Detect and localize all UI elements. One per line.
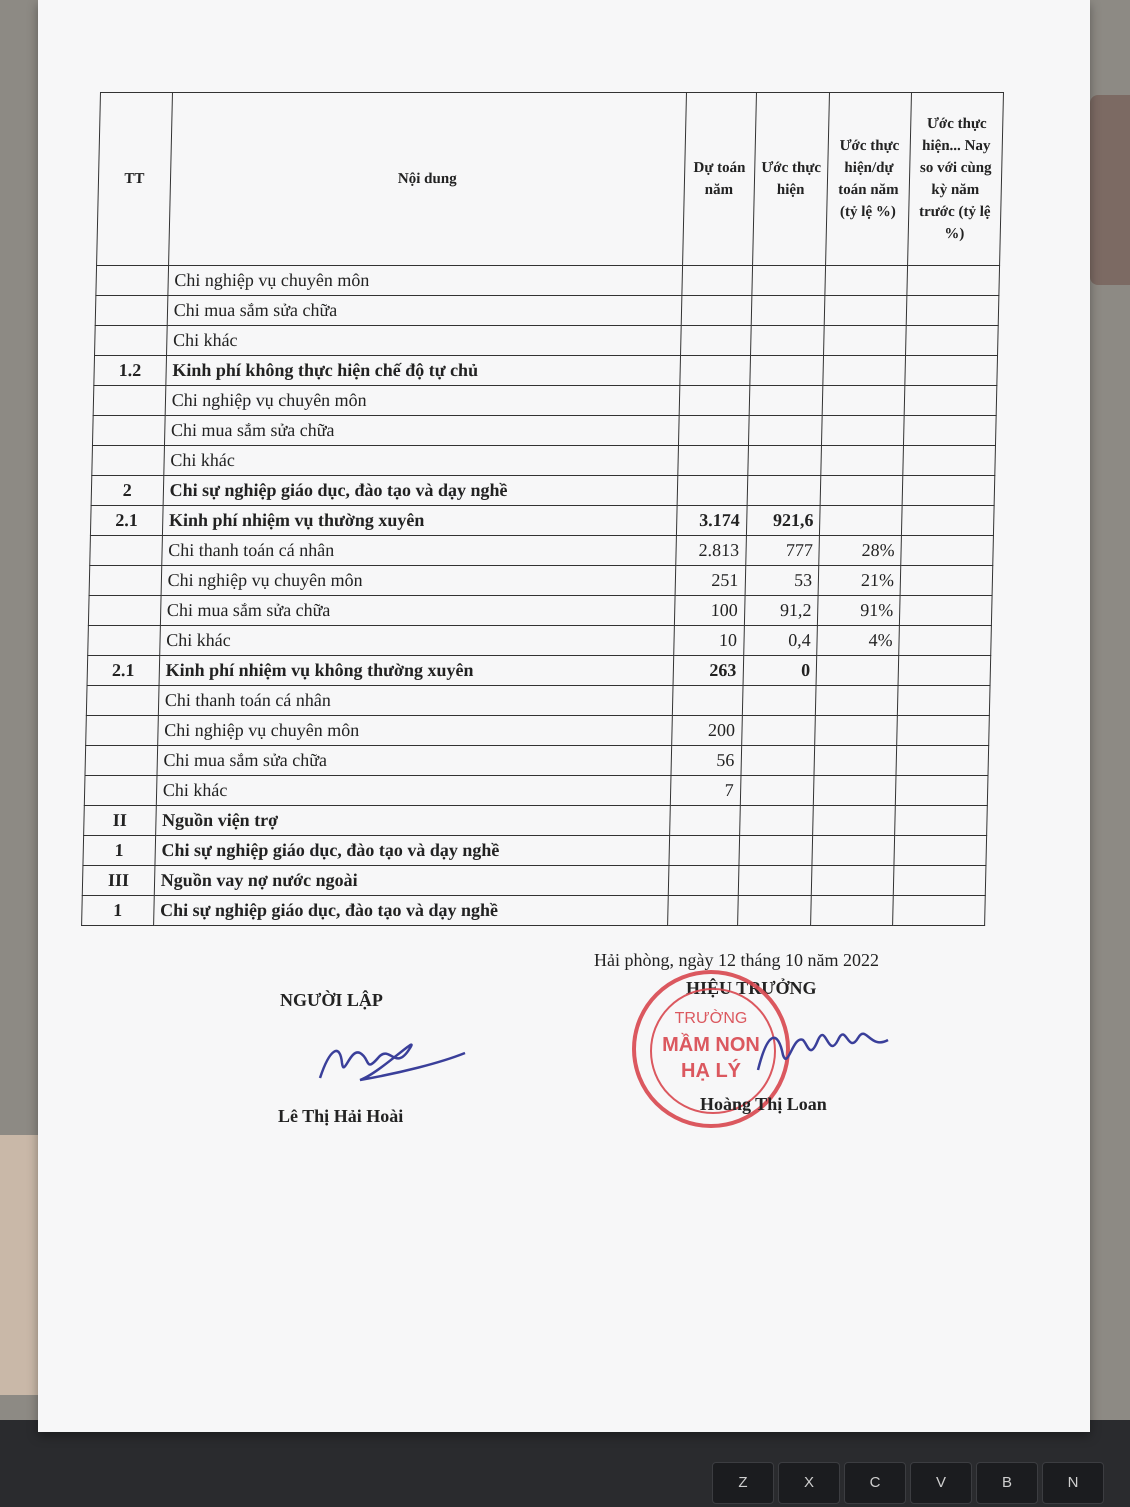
table-row — [85, 746, 989, 776]
keyboard-key: X — [778, 1462, 840, 1504]
cell-ty-le-du-toan — [812, 866, 894, 896]
cell-ty-le-du-toan: 91% — [818, 596, 900, 626]
cell-content: Chi mua sắm sửa chữa — [167, 296, 682, 326]
cell-ty-le-du-toan — [822, 386, 904, 416]
cell-content: Kinh phí nhiệm vụ thường xuyên — [162, 506, 677, 536]
cell-ty-le-cung-ky — [906, 326, 999, 356]
cell-content: Chi khác — [159, 626, 674, 656]
cell-content: Kinh phí nhiệm vụ không thường xuyên — [159, 656, 674, 686]
cell-du-toan: 7 — [670, 776, 740, 806]
cell-du-toan — [679, 386, 749, 416]
cell-uoc-thuc-hien: 921,6 — [746, 506, 820, 536]
table-row — [90, 536, 994, 566]
table-row — [82, 866, 986, 896]
cell-uoc-thuc-hien — [747, 446, 821, 476]
table-row — [82, 896, 986, 926]
table-row — [86, 686, 990, 716]
cell-tt: III — [82, 866, 154, 896]
table-row — [91, 476, 995, 506]
cell-content: Chi thanh toán cá nhân — [161, 536, 676, 566]
cell-uoc-thuc-hien: 53 — [745, 566, 819, 596]
header-tt: TT — [97, 93, 173, 266]
cell-ty-le-cung-ky — [899, 626, 992, 656]
cell-du-toan — [667, 896, 737, 926]
cell-ty-le-cung-ky — [906, 296, 999, 326]
cell-ty-le-cung-ky — [904, 416, 997, 446]
cell-uoc-thuc-hien — [751, 266, 825, 296]
cell-uoc-thuc-hien — [742, 686, 816, 716]
header-du-toan: Dự toán năm — [682, 93, 756, 266]
cell-ty-le-du-toan — [813, 806, 895, 836]
stamp-line-2: MẦM NON — [662, 1034, 760, 1056]
cell-ty-le-du-toan — [815, 716, 897, 746]
cell-du-toan — [669, 836, 739, 866]
header-noi-dung: Nội dung — [168, 93, 686, 266]
cell-du-toan — [680, 326, 750, 356]
cell-ty-le-cung-ky — [894, 836, 987, 866]
table-row — [86, 716, 990, 746]
cell-du-toan: 3.174 — [676, 506, 746, 536]
cell-du-toan: 56 — [671, 746, 741, 776]
cell-du-toan: 251 — [675, 566, 745, 596]
cell-ty-le-cung-ky — [901, 536, 994, 566]
cell-uoc-thuc-hien — [749, 386, 823, 416]
cell-tt — [93, 386, 165, 416]
preparer-signature — [300, 1018, 470, 1098]
cell-ty-le-cung-ky — [898, 656, 991, 686]
cell-ty-le-cung-ky — [897, 716, 990, 746]
cell-tt — [92, 416, 164, 446]
preparer-name: Lê Thị Hải Hoài — [278, 1106, 404, 1126]
cell-content: Nguồn viện trợ — [155, 806, 670, 836]
cell-du-toan — [678, 446, 748, 476]
cell-uoc-thuc-hien: 0,4 — [743, 626, 817, 656]
cell-ty-le-du-toan — [820, 506, 902, 536]
cell-ty-le-du-toan — [823, 356, 905, 386]
cell-content: Chi nghiệp vụ chuyên môn — [157, 716, 672, 746]
cell-tt: 1.2 — [94, 356, 166, 386]
cell-du-toan — [677, 476, 747, 506]
cell-tt: 1 — [83, 836, 155, 866]
principal-signature — [748, 1010, 898, 1090]
stamp-line-3: HẠ LÝ — [681, 1060, 741, 1082]
cell-ty-le-du-toan: 28% — [819, 536, 901, 566]
cell-ty-le-cung-ky — [903, 446, 996, 476]
cell-ty-le-cung-ky — [895, 806, 988, 836]
cell-du-toan — [681, 296, 751, 326]
cell-uoc-thuc-hien — [738, 866, 812, 896]
cell-content: Chi nghiệp vụ chuyên môn — [168, 266, 683, 296]
table-row — [95, 296, 999, 326]
cell-uoc-thuc-hien — [737, 896, 811, 926]
cell-uoc-thuc-hien — [747, 476, 821, 506]
cell-uoc-thuc-hien — [740, 746, 814, 776]
cell-tt: 1 — [82, 896, 154, 926]
header-ty-le-du-toan: Ước thực hiện/dự toán năm (tỷ lệ %) — [826, 93, 912, 266]
cell-ty-le-cung-ky — [897, 686, 990, 716]
cell-content: Chi mua sắm sửa chữa — [157, 746, 672, 776]
cell-content: Chi nghiệp vụ chuyên môn — [161, 566, 676, 596]
table-row — [90, 506, 994, 536]
cell-du-toan: 263 — [673, 656, 743, 686]
cell-uoc-thuc-hien — [738, 836, 812, 866]
table-row — [92, 416, 996, 446]
table-row — [84, 776, 988, 806]
table-header-row — [97, 93, 1004, 266]
cell-du-toan — [682, 266, 752, 296]
cell-tt: 2.1 — [87, 656, 159, 686]
cell-ty-le-du-toan: 4% — [817, 626, 899, 656]
cell-tt: II — [84, 806, 156, 836]
cell-du-toan — [668, 866, 738, 896]
cell-ty-le-du-toan — [816, 686, 898, 716]
cell-ty-le-du-toan — [821, 446, 903, 476]
cell-ty-le-du-toan — [824, 296, 906, 326]
cell-tt — [88, 626, 160, 656]
place-date: Hải phòng, ngày 12 tháng 10 năm 2022 — [594, 950, 879, 970]
cell-tt — [86, 716, 158, 746]
cell-ty-le-cung-ky — [907, 266, 1000, 296]
cell-du-toan — [678, 416, 748, 446]
cell-tt: 2 — [91, 476, 163, 506]
preparer-title: NGƯỜI LẬP — [280, 990, 383, 1010]
cell-uoc-thuc-hien — [741, 716, 815, 746]
cell-content: Kinh phí không thực hiện chế độ tự chủ — [166, 356, 681, 386]
table-row — [95, 326, 999, 356]
table-row — [93, 386, 997, 416]
cell-du-toan — [672, 686, 742, 716]
cell-ty-le-cung-ky — [904, 386, 997, 416]
budget-table — [81, 92, 1004, 926]
banknote-right — [1090, 95, 1130, 285]
cell-ty-le-cung-ky — [901, 506, 994, 536]
cell-content: Chi khác — [166, 326, 681, 356]
cell-content: Chi sự nghiệp giáo dục, đào tạo và dạy nghề — [155, 836, 670, 866]
cell-uoc-thuc-hien — [739, 806, 813, 836]
table-row — [94, 356, 998, 386]
cell-ty-le-cung-ky — [895, 776, 988, 806]
cell-ty-le-du-toan — [811, 896, 893, 926]
table-row — [96, 266, 1000, 296]
cell-uoc-thuc-hien — [749, 356, 823, 386]
cell-uoc-thuc-hien — [750, 326, 824, 356]
stamp-line-1: TRƯỜNG — [674, 1010, 748, 1027]
cell-ty-le-cung-ky — [902, 476, 995, 506]
table-row — [88, 596, 992, 626]
cell-tt — [95, 296, 167, 326]
principal-name: Hoàng Thị Loan — [700, 1094, 827, 1114]
cell-tt — [92, 446, 164, 476]
cell-tt — [89, 566, 161, 596]
cell-content: Nguồn vay nợ nước ngoài — [154, 866, 669, 896]
cell-ty-le-du-toan — [812, 836, 894, 866]
cell-tt — [84, 776, 156, 806]
cell-ty-le-du-toan — [814, 746, 896, 776]
cell-du-toan: 200 — [671, 716, 741, 746]
principal-title: HIỆU TRƯỞNG — [686, 978, 817, 998]
cell-du-toan — [680, 356, 750, 386]
table-row — [87, 656, 991, 686]
cell-uoc-thuc-hien: 777 — [745, 536, 819, 566]
cell-du-toan: 100 — [674, 596, 744, 626]
table-row — [88, 626, 992, 656]
table-row — [89, 566, 993, 596]
header-uoc-thuc-hien: Ước thực hiện — [752, 93, 830, 266]
table-row — [92, 446, 996, 476]
cell-ty-le-cung-ky — [893, 896, 986, 926]
cell-content: Chi mua sắm sửa chữa — [160, 596, 675, 626]
cell-content: Chi thanh toán cá nhân — [158, 686, 673, 716]
keyboard-key: Z — [712, 1462, 774, 1504]
cell-tt: 2.1 — [90, 506, 162, 536]
cell-du-toan — [669, 806, 739, 836]
table-row — [84, 806, 988, 836]
cell-ty-le-cung-ky — [896, 746, 989, 776]
cell-tt — [85, 746, 157, 776]
cell-uoc-thuc-hien: 0 — [743, 656, 817, 686]
cell-tt — [95, 326, 167, 356]
cell-tt — [86, 686, 158, 716]
cell-tt — [90, 536, 162, 566]
cell-content: Chi nghiệp vụ chuyên môn — [165, 386, 680, 416]
cell-ty-le-du-toan: 21% — [818, 566, 900, 596]
cell-content: Chi sự nghiệp giáo dục, đào tạo và dạy nghề — [163, 476, 678, 506]
cell-content: Chi mua sắm sửa chữa — [164, 416, 679, 446]
cell-tt — [96, 266, 168, 296]
cell-ty-le-du-toan — [825, 266, 907, 296]
cell-ty-le-du-toan — [824, 326, 906, 356]
cell-content: Chi khác — [156, 776, 671, 806]
cell-du-toan: 10 — [674, 626, 744, 656]
cell-ty-le-du-toan — [822, 416, 904, 446]
cell-uoc-thuc-hien — [740, 776, 814, 806]
cell-uoc-thuc-hien — [748, 416, 822, 446]
cell-du-toan: 2.813 — [676, 536, 746, 566]
cell-content: Chi sự nghiệp giáo dục, đào tạo và dạy nghề — [153, 896, 668, 926]
cell-ty-le-du-toan — [816, 656, 898, 686]
table-row — [83, 836, 987, 866]
cell-tt — [88, 596, 160, 626]
cell-ty-le-cung-ky — [899, 596, 992, 626]
cell-content: Chi khác — [164, 446, 679, 476]
keyboard-key: V — [910, 1462, 972, 1504]
keyboard-key: C — [844, 1462, 906, 1504]
keyboard-key: B — [976, 1462, 1038, 1504]
cell-uoc-thuc-hien — [751, 296, 825, 326]
cell-ty-le-du-toan — [820, 476, 902, 506]
cell-ty-le-du-toan — [814, 776, 896, 806]
cell-ty-le-cung-ky — [893, 866, 986, 896]
keyboard-key: N — [1042, 1462, 1104, 1504]
cell-ty-le-cung-ky — [900, 566, 993, 596]
header-ty-le-cung-ky: Ước thực hiện... Nay so với cùng kỳ năm trước (tỷ lệ %) — [908, 93, 1004, 266]
cell-uoc-thuc-hien: 91,2 — [744, 596, 818, 626]
cell-ty-le-cung-ky — [905, 356, 998, 386]
